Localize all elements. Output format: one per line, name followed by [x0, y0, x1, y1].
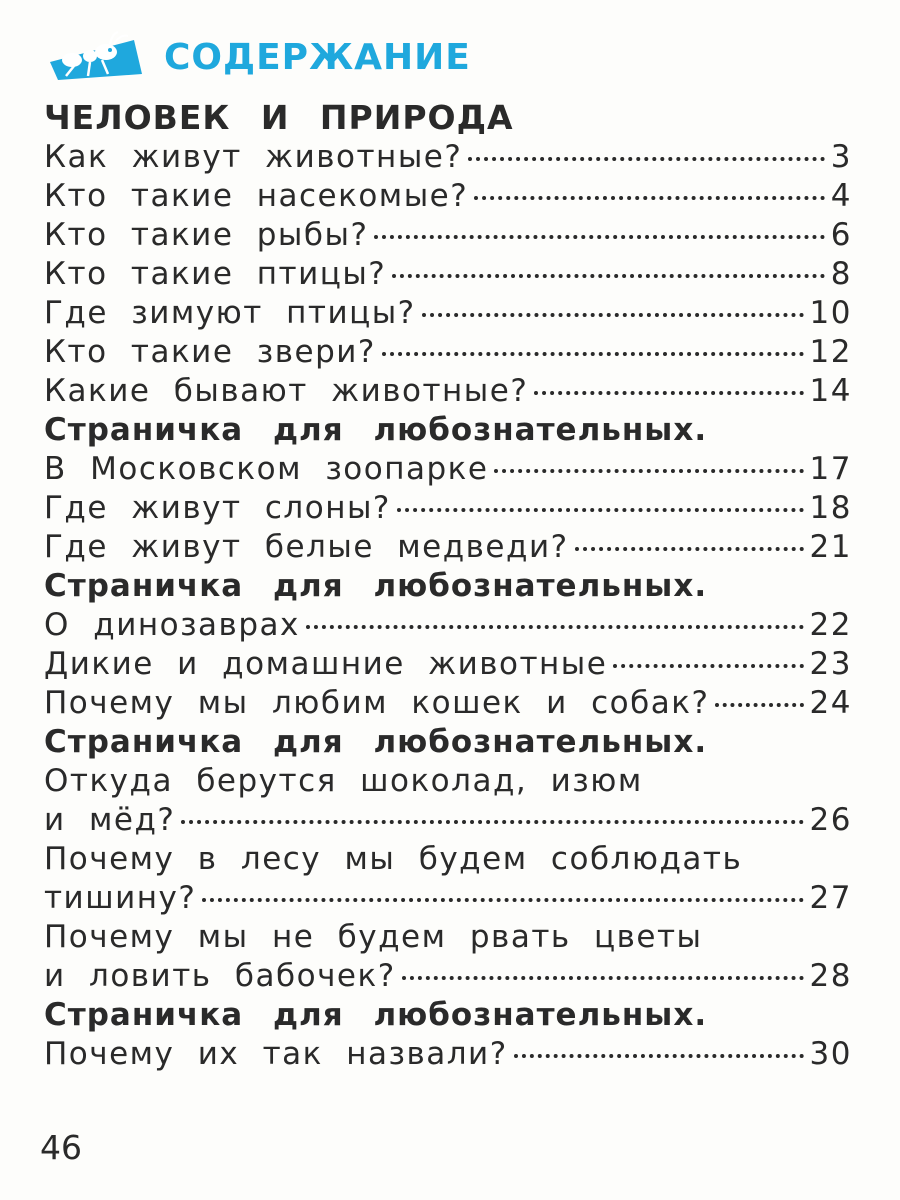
- toc-entry[interactable]: [44, 606, 852, 645]
- leader-dots: [494, 469, 803, 473]
- toc-entry-title: Дикие и домашние животные: [44, 646, 608, 682]
- subsection-title: Страничка для любознательных.: [44, 724, 708, 760]
- leader-dots: [397, 508, 804, 512]
- toc-entry[interactable]: [44, 372, 852, 411]
- toc-entry[interactable]: [44, 1035, 852, 1074]
- subsection-title: Страничка для любознательных.: [44, 568, 708, 604]
- toc-entry[interactable]: [44, 450, 852, 489]
- ant-icon: [44, 30, 148, 84]
- toc-entry[interactable]: [44, 801, 852, 840]
- toc-entry-title: Кто такие насекомые?: [44, 178, 469, 214]
- subsection-title: Страничка для любознательных.: [44, 997, 708, 1033]
- leader-dots: [202, 898, 803, 902]
- toc-entry-page: 23: [809, 646, 852, 682]
- toc-entry-title: Почему мы любим кошек и собак?: [44, 685, 710, 721]
- toc-entry-page: 6: [830, 217, 852, 253]
- toc-entry-title: О динозаврах: [44, 607, 300, 643]
- toc-entry-page: 14: [809, 373, 852, 409]
- toc-entry-page: 18: [809, 490, 852, 526]
- toc-entry[interactable]: [44, 489, 852, 528]
- toc-entry[interactable]: [44, 684, 852, 723]
- toc-entry[interactable]: [44, 138, 852, 177]
- toc-entry-title: и ловить бабочек?: [44, 958, 396, 994]
- toc-entry[interactable]: [44, 177, 852, 216]
- section-title: ЧЕЛОВЕК И ПРИРОДА: [44, 98, 514, 137]
- toc-entry-title: Где живут слоны?: [44, 490, 391, 526]
- leader-dots: [392, 274, 825, 278]
- toc-entry-title: Где зимуют птицы?: [44, 295, 416, 331]
- toc-entry-title: Где живут белые медведи?: [44, 529, 569, 565]
- toc-entry-page: 28: [809, 958, 852, 994]
- toc-entry[interactable]: [44, 255, 852, 294]
- page-number: 46: [40, 1128, 82, 1167]
- leader-dots: [534, 391, 803, 395]
- leader-dots: [374, 235, 824, 239]
- toc-entry-title: Как живут животные?: [44, 139, 463, 175]
- toc-entry-page: 27: [809, 880, 852, 916]
- leader-dots: [402, 976, 804, 980]
- leader-dots: [468, 157, 824, 161]
- leader-dots: [613, 664, 803, 668]
- leader-dots: [382, 352, 804, 356]
- toc-entry-page: 30: [809, 1036, 852, 1072]
- subsection-title: Страничка для любознательных.: [44, 412, 708, 448]
- toc-entry-first-line[interactable]: Откуда берутся шоколад, изюм: [44, 763, 643, 799]
- toc-entry[interactable]: [44, 879, 852, 918]
- toc-entry-page: 21: [809, 529, 852, 565]
- leader-dots: [306, 625, 804, 629]
- toc-entry-title: Какие бывают животные?: [44, 373, 529, 409]
- toc-entry[interactable]: [44, 645, 852, 684]
- leader-dots: [715, 703, 803, 707]
- toc-entry[interactable]: [44, 528, 852, 567]
- toc-entry-title: В Московском зоопарке: [44, 451, 489, 487]
- toc-entry-page: 8: [830, 256, 852, 292]
- toc-entry-title: Кто такие рыбы?: [44, 217, 369, 253]
- toc-entry-title: тишину?: [44, 880, 197, 916]
- toc-entry-page: 24: [809, 685, 852, 721]
- toc-entry[interactable]: [44, 333, 852, 372]
- toc-entry-title: и мёд?: [44, 802, 176, 838]
- toc-entry-page: 10: [809, 295, 852, 331]
- table-of-contents: [44, 98, 852, 1074]
- toc-entry[interactable]: [44, 294, 852, 333]
- toc-entry[interactable]: [44, 216, 852, 255]
- toc-entry-page: 26: [809, 802, 852, 838]
- toc-entry-page: 3: [830, 139, 852, 175]
- toc-entry-page: 17: [809, 451, 852, 487]
- toc-entry-title: Кто такие птицы?: [44, 256, 387, 292]
- leader-dots: [575, 547, 804, 551]
- toc-header: [44, 30, 471, 84]
- leader-dots: [474, 196, 825, 200]
- toc-entry-first-line[interactable]: Почему мы не будем рвать цветы: [44, 919, 703, 955]
- toc-entry-page: 22: [809, 607, 852, 643]
- toc-entry[interactable]: [44, 957, 852, 996]
- toc-heading: СОДЕРЖАНИЕ: [164, 36, 471, 78]
- toc-entry-title: Почему их так назвали?: [44, 1036, 508, 1072]
- toc-entry-first-line[interactable]: Почему в лесу мы будем соблюдать: [44, 841, 743, 877]
- toc-entry-title: Кто такие звери?: [44, 334, 376, 370]
- toc-entry-page: 4: [830, 178, 852, 214]
- leader-dots: [181, 820, 803, 824]
- leader-dots: [422, 313, 804, 317]
- toc-entry-page: 12: [809, 334, 852, 370]
- leader-dots: [514, 1054, 804, 1058]
